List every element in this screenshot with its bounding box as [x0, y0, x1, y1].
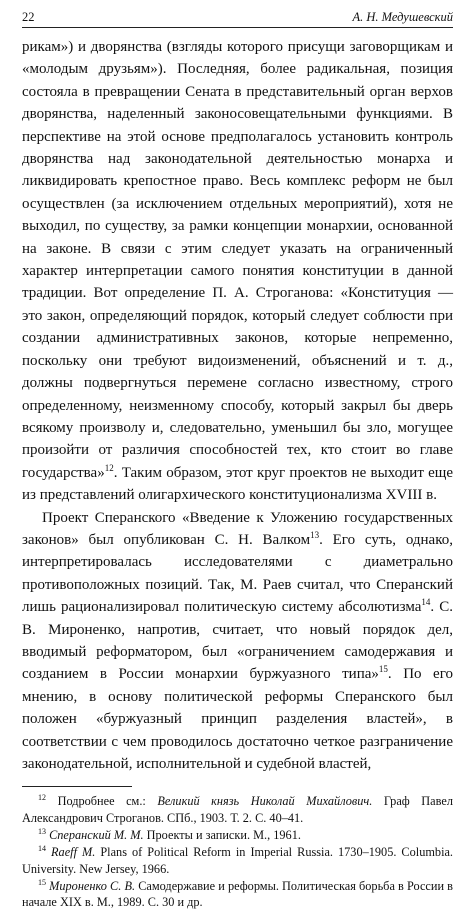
footnote-14 [22, 844, 453, 877]
paragraph-2-text-c: . С. В. Мироненко, напротив, считает, что новый порядок дел, вводимый реформатором, был «ограничением самодержавия и созданием в России монархии буржуазного типа» [22, 599, 453, 683]
footnote-ref-12[interactable]: 12 [104, 462, 114, 473]
footnote-author: Сперанский М. М. [49, 828, 144, 842]
footnote-author: Мироненко С. В. [49, 878, 136, 893]
footnote-ref-13[interactable]: 13 [310, 529, 320, 540]
book-page [0, 2, 473, 910]
paragraph-2-text-d: . По его мнению, в основу политической реформы Сперанского был положен «буржуазный принцип разделения властей», в соответствии с чем проводилось достаточно четкое разграничение законодательной, исполнительной и судебной властей, [22, 666, 453, 772]
paragraph-1-text: рикам») и дворянства (взгляды которого присущи заговорщикам и «молодым друзьям»). Последняя, более радикальная, позиция состояла в превращении Сената в представительный орган верхов дворянства, наделенный законосовещательными функциями. В перспективе на этой основе предполагалось установить контроль дворянства над законодательной деятельностью монарха и ликвидировать крепостное право. Весь комплекс реформ не был осуществлен (за исключением отдельных мероприятий), хотя не выходил, по существу, за рамки концепции монархии, основанной на законе. В связи с этим следует указать на ограниченный характер интерпретации самого понятия конституции в данной традиции. Вот определение П. А. Строганова: «Конституция — это закон, определяющий порядок, который следует соблюсти при создании административных законов, которые непременно, поскольку они требуют видоизменений, объяснений и т. д., должны подвергнуться перемене согласно известному, строго определенному, неизменному способу, который закрыл бы дверь всякому произволу и, следовательно, уменьшил бы зло, могущее произойти от различия способностей тех, кто стоит во главе государства» [22, 39, 453, 481]
footnote-12 [22, 793, 453, 826]
footnote-13 [22, 827, 453, 843]
main-text [22, 36, 453, 775]
footnotes [22, 793, 453, 910]
footnote-divider [22, 786, 132, 787]
footnote-number: 12 [38, 793, 46, 803]
footnote-author: Великий князь Николай Михайлович. [157, 794, 373, 809]
paragraph-2-text-b: . Его суть, однако, интерпретировалась исследователями с диаметрально противоположных позиций. Так, М. Раев считал, что Сперанский лишь рационализировал политическую систему абсолютизма [22, 531, 453, 616]
paragraph-1 [22, 36, 453, 507]
page-number: 22 [22, 10, 35, 24]
footnote-text: Самодержавие и реформы. Политическая борьба в России в начале XIX в. М., 1989. С. 30 и др. [22, 878, 453, 910]
paragraph-1-tail: . Таким образом, этот круг проектов не выходит еще из представлений олигархического конституционализма XVIII в. [22, 464, 453, 504]
footnote-number: 13 [38, 826, 46, 836]
running-head-author: А. Н. Медушевский [352, 10, 453, 24]
footnote-text: Подробнее см.: [57, 794, 158, 809]
paragraph-2-text-a: Проект Сперанского «Введение к Уложению государственных законов» был опубликован С. Н. Валком [22, 509, 453, 548]
footnote-number: 14 [38, 844, 46, 854]
paragraph-2 [22, 507, 453, 776]
footnote-author: Raeff M. [51, 845, 96, 860]
footnote-15 [22, 878, 453, 910]
footnote-text: Plans of Political Reform in Imperial Russia. 1730–1905. Columbia. University. New Jersey, 1966. [22, 845, 454, 876]
footnote-text: Граф Павел Александрович Строганов. СПб., 1903. Т. 2. С. 40–41. [22, 794, 453, 825]
footnote-ref-15[interactable]: 15 [378, 664, 388, 675]
footnote-text: Проекты и записки. М., 1961. [143, 828, 301, 842]
running-header [22, 2, 453, 28]
footnote-ref-14[interactable]: 14 [421, 597, 431, 608]
footnote-number: 15 [38, 877, 46, 887]
